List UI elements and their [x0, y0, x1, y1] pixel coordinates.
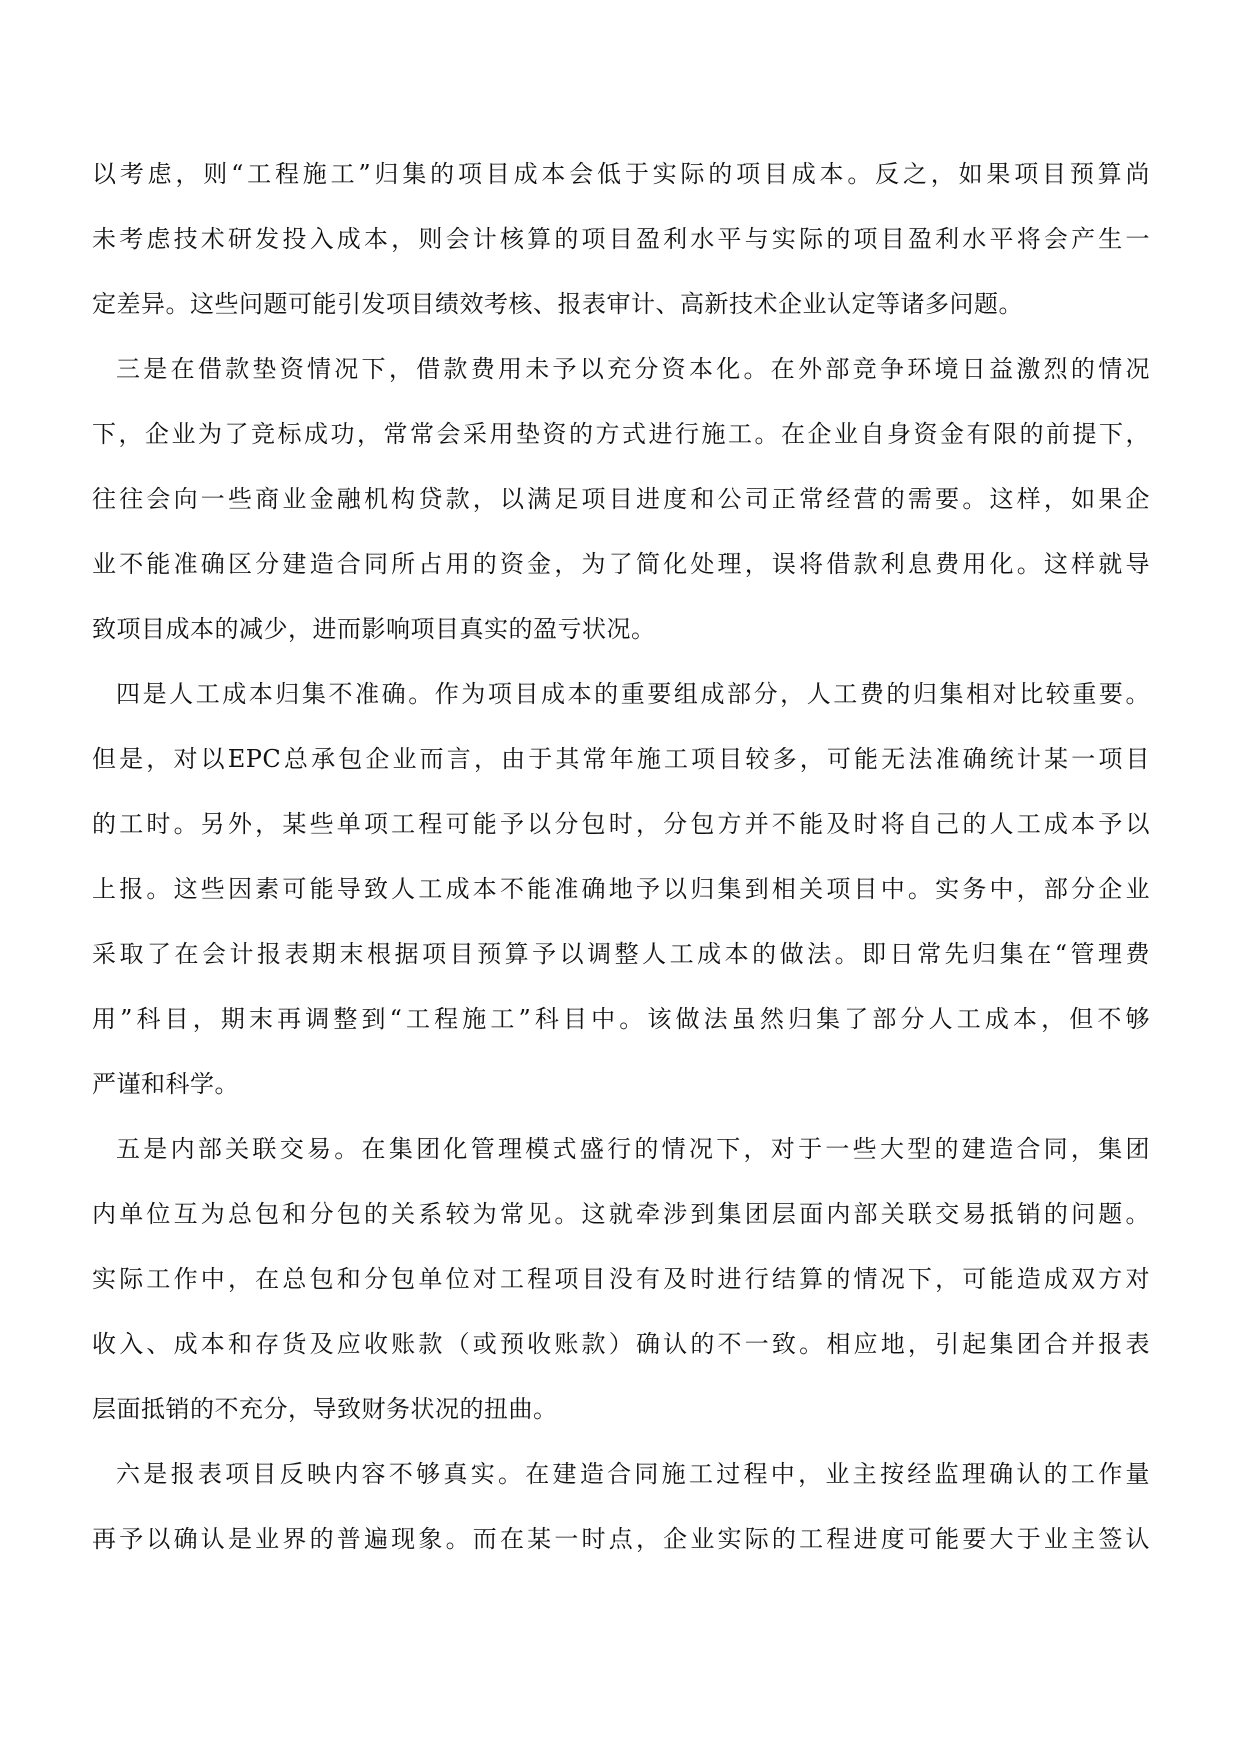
text-line: 定差异。这些问题可能引发项目绩效考核、报表审计、高新技术企业认定等诸多问题。 [92, 290, 1023, 318]
text-line: 的工时。另外，某些单项工程可能予以分包时，分包方并不能及时将自己的人工成本予以 [92, 810, 1150, 838]
text-line: 业不能准确区分建造合同所占用的资金，为了简化处理，误将借款利息费用化。这样就导 [92, 550, 1150, 578]
document-page [92, 142, 1150, 1572]
text-line: 上报。这些因素可能导致人工成本不能准确地予以归集到相关项目中。实务中，部分企业 [92, 875, 1150, 903]
text-line: 五是内部关联交易。在集团化管理模式盛行的情况下，对于一些大型的建造合同，集团 [116, 1135, 1150, 1163]
text-line: 致项目成本的减少，进而影响项目真实的盈亏状况。 [92, 615, 656, 643]
text-line: 实际工作中，在总包和分包单位对工程项目没有及时进行结算的情况下，可能造成双方对 [92, 1265, 1150, 1293]
paragraph-borrowing-costs [92, 337, 1150, 662]
paragraph-cost-estimation [92, 142, 1150, 337]
text-line: 往往会向一些商业金融机构贷款，以满足项目进度和公司正常经营的需要。这样，如果企 [92, 485, 1150, 513]
paragraph-labor-costs [92, 662, 1150, 1117]
text-line: 严谨和科学。 [92, 1070, 239, 1098]
text-line: 下，企业为了竞标成功，常常会采用垫资的方式进行施工。在企业自身资金有限的前提下， [92, 420, 1150, 448]
text-line: 以考虑，则“工程施工”归集的项目成本会低于实际的项目成本。反之，如果项目预算尚 [92, 160, 1150, 188]
text-line: 用”科目，期末再调整到“工程施工”科目中。该做法虽然归集了部分人工成本，但不够 [92, 1005, 1150, 1033]
paragraph-related-transactions [92, 1117, 1150, 1442]
text-line: 三是在借款垫资情况下，借款费用未予以充分资本化。在外部竞争环境日益激烈的情况 [116, 355, 1150, 383]
text-line: 收入、成本和存货及应收账款（或预收账款）确认的不一致。相应地，引起集团合并报表 [92, 1330, 1150, 1358]
text-line: 四是人工成本归集不准确。作为项目成本的重要组成部分，人工费的归集相对比较重要。 [116, 680, 1150, 708]
text-line: 但是，对以EPC总承包企业而言，由于其常年施工项目较多，可能无法准确统计某一项目 [92, 745, 1150, 773]
text-line: 采取了在会计报表期末根据项目预算予以调整人工成本的做法。即日常先归集在“管理费 [92, 940, 1150, 968]
paragraph-report-items [92, 1442, 1150, 1572]
text-line: 层面抵销的不充分，导致财务状况的扭曲。 [92, 1395, 558, 1423]
text-line: 未考虑技术研发投入成本，则会计核算的项目盈利水平与实际的项目盈利水平将会产生一 [92, 225, 1150, 253]
text-line: 六是报表项目反映内容不够真实。在建造合同施工过程中，业主按经监理确认的工作量 [116, 1460, 1150, 1488]
text-line: 内单位互为总包和分包的关系较为常见。这就牵涉到集团层面内部关联交易抵销的问题。 [92, 1200, 1150, 1228]
text-line: 再予以确认是业界的普遍现象。而在某一时点，企业实际的工程进度可能要大于业主签认 [92, 1525, 1150, 1553]
